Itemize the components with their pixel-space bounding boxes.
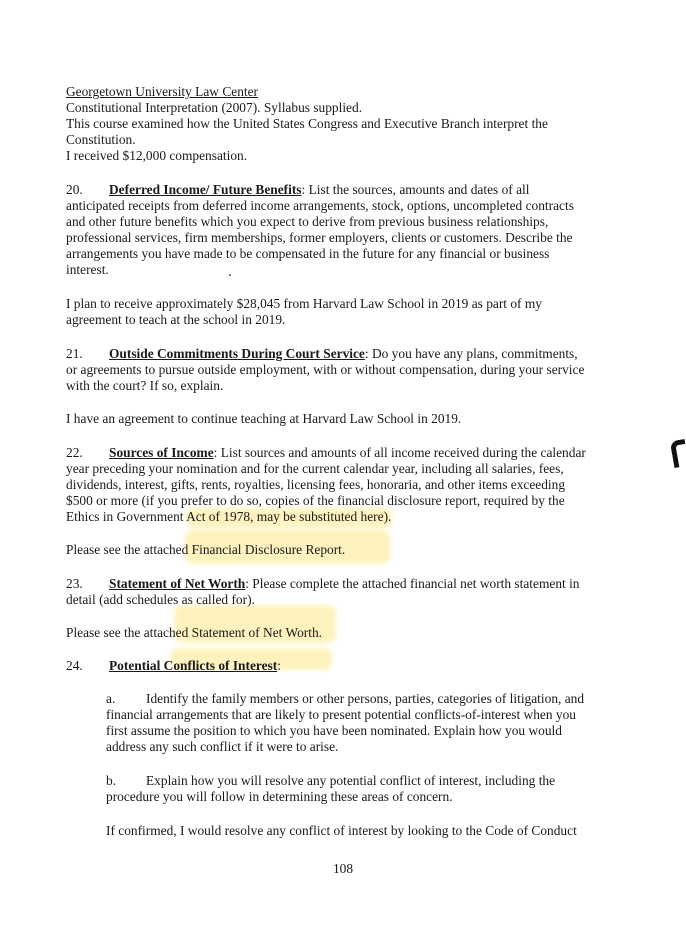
subquestion-text: financial arrangements that are likely to present potential conflicts-of-interest when you (106, 707, 576, 722)
answer-text: I have an agreement to continue teaching at Harvard Law School in 2019. (66, 411, 462, 426)
question-suffix: : (277, 658, 281, 673)
question-number: 20. (66, 182, 83, 197)
question-23-heading (66, 576, 580, 592)
subquestion-label: b. (106, 773, 117, 788)
subquestion-a (106, 691, 584, 707)
subquestion-text: procedure you will follow in determining these areas of concern. (106, 789, 453, 804)
answer-text: I plan to receive approximately $28,045 from Harvard Law School in 2019 as part of my (66, 296, 542, 311)
question-text: $500 or more (if you prefer to do so, copies of the financial disclosure report, required by the (66, 493, 565, 508)
question-text: : Do you have any plans, commitments, (364, 346, 578, 361)
question-text: : List the sources, amounts and dates of all (301, 182, 530, 197)
question-number: 24. (66, 658, 83, 673)
question-title: Outside Commitments During Court Service (109, 346, 365, 361)
question-title: Statement of Net Worth (109, 576, 246, 591)
question-text: detail (add schedules as called for). (66, 592, 255, 607)
question-number: 22. (66, 445, 83, 460)
subquestion-text: Identify the family members or other persons, parties, categories of litigation, and (146, 691, 585, 706)
question-number: 21. (66, 346, 83, 361)
question-text: : Please complete the attached financial net worth statement in (245, 576, 580, 591)
question-title: Deferred Income/ Future Benefits (109, 182, 302, 197)
subquestion-b (106, 773, 555, 789)
answer-text: agreement to teach at the school in 2019. (66, 312, 286, 327)
course-description-line: This course examined how the United States Congress and Executive Branch interpret the (66, 116, 548, 131)
compensation-line: I received $12,000 compensation. (66, 148, 248, 163)
question-20-heading (66, 182, 529, 198)
answer-text: Please see the attached Financial Disclosure Report. (66, 542, 346, 557)
question-text: professional services, firm memberships, former employers, clients or customers. Describe the (66, 230, 573, 245)
question-text: dividends, interest, gifts, rents, royalties, licensing fees, honoraria, and other items exceeding (66, 477, 566, 492)
question-title: Potential Conflicts of Interest (109, 658, 278, 673)
question-text: interest. (66, 262, 109, 277)
question-22-heading (66, 445, 586, 461)
question-text: arrangements you have made to be compensated in the future for any financial or business (66, 246, 550, 261)
question-number: 23. (66, 576, 83, 591)
question-21-heading (66, 346, 578, 362)
question-text: and other future benefits which you expect to derive from previous business relationships, (66, 214, 549, 229)
institution-name: Georgetown University Law Center (66, 84, 259, 99)
question-text: year preceding your nomination and for the current calendar year, including all salaries, fees, (66, 461, 564, 476)
answer-text: Please see the attached Statement of Net Worth. (66, 625, 322, 640)
subquestion-label: a. (106, 691, 116, 706)
answer-text: If confirmed, I would resolve any conflict of interest by looking to the Code of Conduct (106, 823, 577, 838)
question-text: : List sources and amounts of all income received during the calendar (213, 445, 586, 460)
subquestion-text: first assume the position to which you have been nominated. Explain how you would (106, 723, 562, 738)
subquestion-text: address any such conflict if it were to arise. (106, 739, 339, 754)
page-number: 108 (332, 861, 354, 876)
scan-speck (229, 274, 231, 276)
question-text: Ethics in Government Act of 1978, may be substituted here). (66, 509, 392, 524)
question-text: or agreements to pursue outside employment, with or without compensation, during your service (66, 362, 585, 377)
course-description-line: Constitution. (66, 132, 136, 147)
question-text: anticipated receipts from deferred income arrangements, stock, options, uncompleted contracts (66, 198, 574, 213)
question-title: Sources of Income (109, 445, 214, 460)
question-24-heading (66, 658, 281, 674)
course-line: Constitutional Interpretation (2007). Syllabus supplied. (66, 100, 363, 115)
scan-artifact (670, 439, 686, 468)
question-text: with the court? If so, explain. (66, 378, 224, 393)
subquestion-text: Explain how you will resolve any potential conflict of interest, including the (146, 773, 556, 788)
